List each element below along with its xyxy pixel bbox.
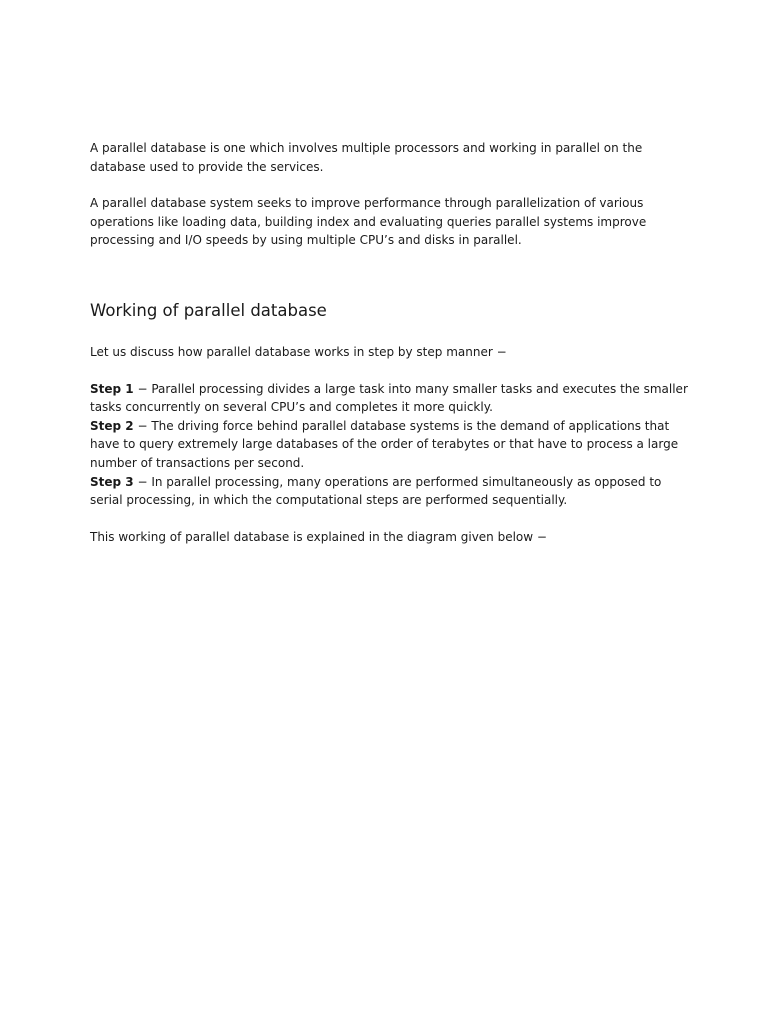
closing-paragraph: This working of parallel database is explained in the diagram given below − — [90, 529, 547, 544]
section-heading: Working of parallel database — [90, 300, 327, 320]
step-label: Step 2 — [90, 418, 134, 433]
step-text: − In parallel processing, many operations are performed simultaneously as opposed to serial processing, in which the computational steps are performed sequentially. — [90, 474, 662, 508]
step-label: Step 3 — [90, 474, 134, 489]
step-item — [90, 417, 690, 473]
step-item — [90, 473, 690, 510]
lead-paragraph: Let us discuss how parallel database works in step by step manner − — [90, 344, 507, 359]
document-page — [90, 139, 690, 546]
steps-list — [90, 380, 690, 510]
step-item — [90, 380, 690, 417]
intro-paragraph-1: A parallel database is one which involves multiple processors and working in parallel on the database used to provide the services. — [90, 141, 643, 174]
intro-paragraph-2: A parallel database system seeks to improve performance through parallelization of various operations like loading data, building index and evaluating queries parallel systems improve processing and I/O speeds by using multiple CPU’s and disks in parallel. — [90, 196, 647, 248]
step-text: − The driving force behind parallel database systems is the demand of applications that have to query extremely large databases of the order of terabytes or that have to process a large number of transactions per second. — [90, 418, 679, 470]
step-text: − Parallel processing divides a large task into many smaller tasks and executes the smaller tasks concurrently on several CPU’s and completes it more quickly. — [90, 381, 688, 415]
step-label: Step 1 — [90, 381, 134, 396]
